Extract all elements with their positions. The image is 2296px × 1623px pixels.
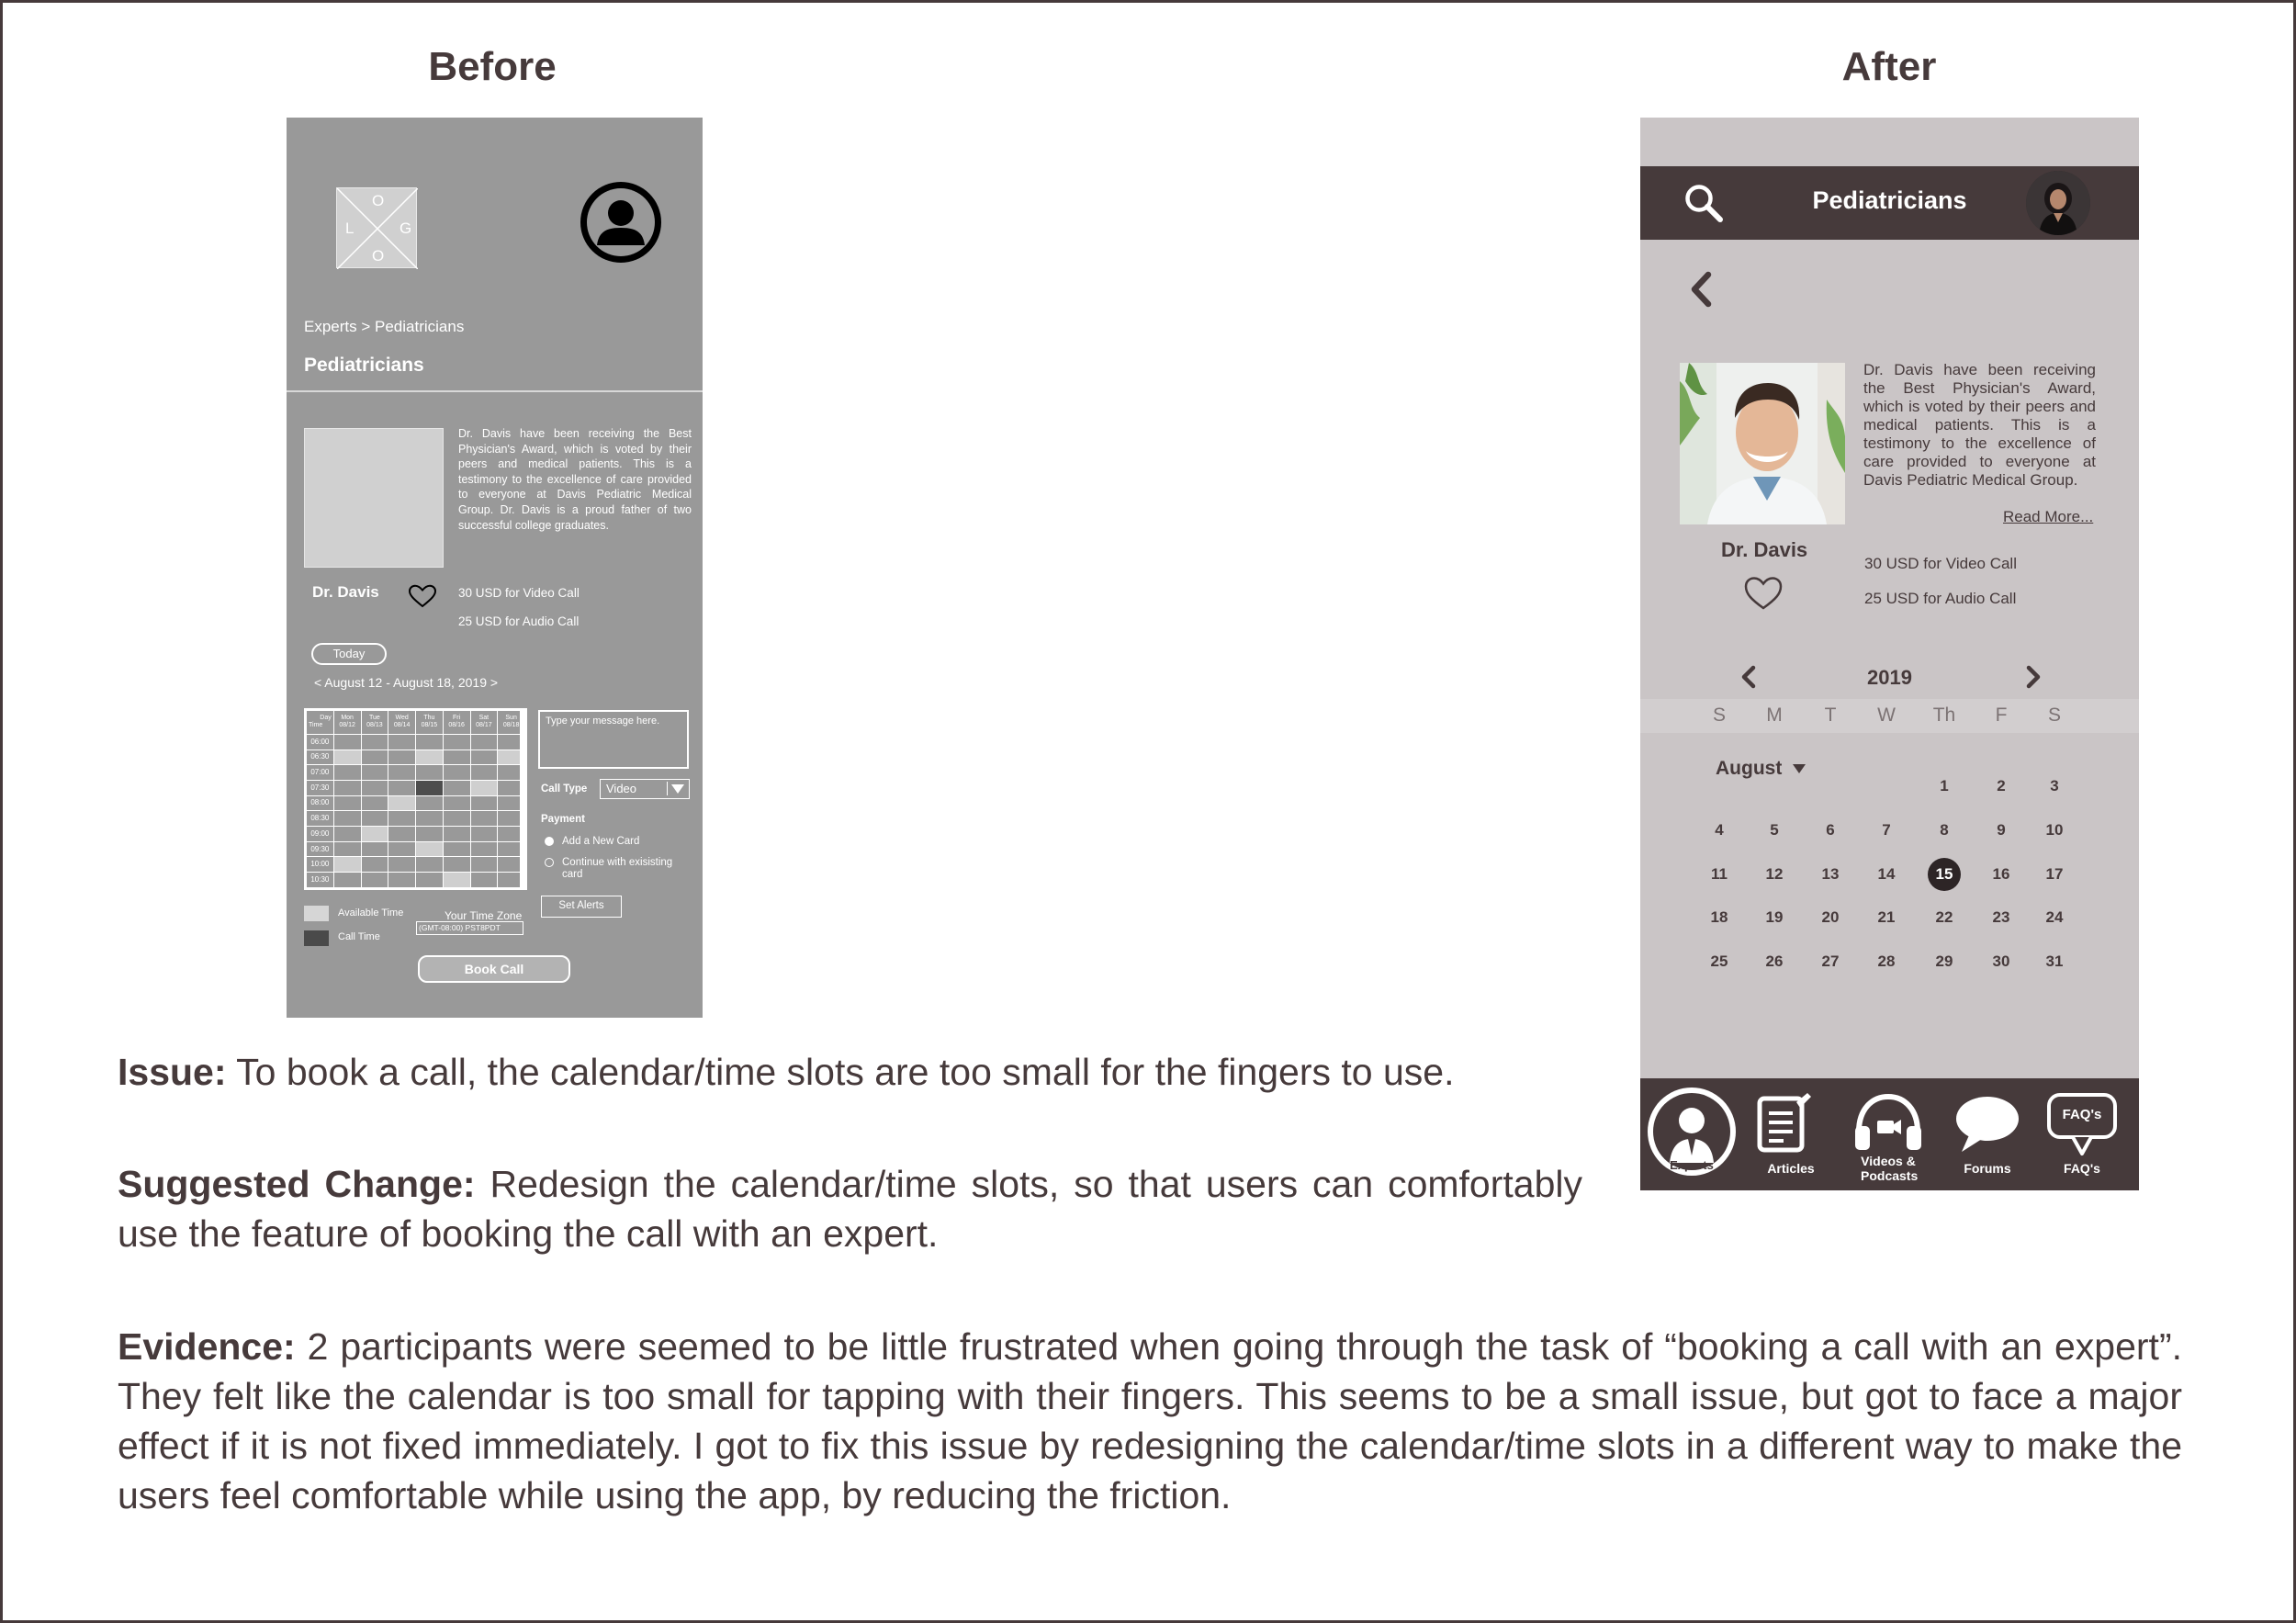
faq-icon bbox=[2045, 1091, 2119, 1164]
suggested-change-text: Redesign the calendar/time slots, so that users can comfortably use the feature of booking the call with an expert. bbox=[118, 1163, 1582, 1255]
calendar-day[interactable]: 13 bbox=[1821, 865, 1840, 883]
time-slot[interactable] bbox=[416, 765, 444, 781]
grid-day-header: Mon 08/12 bbox=[333, 711, 361, 735]
doctor-photo bbox=[1680, 363, 1845, 524]
evidence-paragraph bbox=[118, 1322, 2182, 1520]
calendar-day[interactable]: 16 bbox=[1992, 865, 2010, 883]
calendar-day[interactable]: 10 bbox=[2045, 821, 2064, 839]
calendar-day[interactable]: 18 bbox=[1710, 908, 1728, 926]
headphones-icon bbox=[1851, 1091, 1925, 1160]
time-slot[interactable] bbox=[388, 873, 416, 888]
grid-day-header: Sat 08/17 bbox=[470, 711, 498, 735]
payment-option-label: Add a New Card bbox=[562, 836, 640, 847]
grid-time-label: 08:30 bbox=[307, 811, 334, 827]
time-slot[interactable] bbox=[470, 795, 498, 811]
doctor-photo-placeholder bbox=[304, 428, 444, 568]
calendar-day[interactable]: 17 bbox=[2045, 865, 2064, 883]
legend-available-label: Available Time bbox=[338, 907, 404, 919]
doctor-bio: Dr. Davis have been receiving the Best Physician's Award, which is voted by their peers and medical patients. This is a testimony to the excellence of care provided to everyone at Davis Pediatric Medical Group. bbox=[1863, 361, 2096, 489]
calendar-day[interactable]: 2 bbox=[1997, 777, 2006, 795]
weekday-label: S bbox=[2047, 704, 2061, 726]
issue-paragraph bbox=[118, 1047, 1587, 1097]
time-slot[interactable] bbox=[416, 734, 444, 750]
radio-existing-card[interactable] bbox=[545, 858, 554, 867]
weekday-label: Th bbox=[1932, 704, 1956, 726]
call-type-value: Video bbox=[606, 782, 637, 795]
message-input[interactable]: Type your message here. bbox=[538, 710, 689, 769]
time-slot[interactable] bbox=[361, 811, 388, 827]
time-slot[interactable] bbox=[388, 827, 416, 842]
doctor-name: Dr. Davis bbox=[312, 583, 379, 601]
logo-letter: O bbox=[372, 247, 385, 265]
nav-label: Forums bbox=[1964, 1161, 2011, 1176]
weekday-header bbox=[1640, 699, 2139, 733]
dropdown-arrow-icon bbox=[667, 782, 687, 795]
calendar-day[interactable]: 1 bbox=[1940, 777, 1949, 795]
timezone-label: Your Time Zone bbox=[445, 909, 523, 922]
weekday-label: T bbox=[1824, 704, 1837, 726]
calendar-day[interactable]: 12 bbox=[1765, 865, 1784, 883]
call-type-select[interactable] bbox=[600, 779, 690, 799]
month-selector[interactable] bbox=[1716, 758, 1807, 780]
time-slot[interactable] bbox=[443, 765, 470, 781]
time-slot[interactable] bbox=[388, 841, 416, 857]
legend-available-swatch bbox=[304, 906, 329, 921]
after-mockup bbox=[1640, 118, 2139, 1190]
grid-time-label: 09:00 bbox=[307, 827, 334, 842]
weekday-label: F bbox=[1995, 704, 2008, 726]
profile-avatar-icon[interactable] bbox=[579, 180, 663, 265]
calendar-day[interactable]: 4 bbox=[1715, 821, 1724, 839]
audio-call-price: 25 USD for Audio Call bbox=[1864, 590, 2017, 607]
suggested-change-paragraph bbox=[118, 1159, 1582, 1258]
time-slot[interactable] bbox=[388, 811, 416, 827]
logo-letter: L bbox=[345, 220, 355, 237]
evidence-text: 2 participants were seemed to be little frustrated when going through the task of “booking a call with an expert”. They felt like the calendar is too small for tapping with their fingers. This seems to be a small issue, but got to face a major effect if it is not fixed immediately. I got to fix this issue by redesigning the calendar/time slots in a different way to make the users feel comfortable while using the app, by reducing the friction. bbox=[118, 1325, 2182, 1516]
grid-time-label: 06:00 bbox=[307, 734, 334, 750]
calendar-day[interactable]: 20 bbox=[1821, 908, 1840, 926]
time-slot[interactable] bbox=[416, 750, 444, 765]
user-avatar[interactable] bbox=[2026, 171, 2090, 235]
nav-item-articles[interactable] bbox=[1747, 1078, 1835, 1190]
nav-item-forums[interactable] bbox=[1943, 1078, 2032, 1190]
time-slot[interactable] bbox=[361, 857, 388, 873]
calendar-day[interactable]: 8 bbox=[1940, 821, 1949, 839]
time-slot[interactable] bbox=[470, 857, 498, 873]
grid-day-header: Fri 08/16 bbox=[443, 711, 470, 735]
time-slot[interactable] bbox=[361, 827, 388, 842]
time-slot[interactable] bbox=[416, 795, 444, 811]
issue-text: To book a call, the calendar/time slots are too small for the fingers to use. bbox=[226, 1051, 1455, 1093]
grid-day-header: Thu 08/15 bbox=[416, 711, 444, 735]
time-slot[interactable] bbox=[416, 857, 444, 873]
issue-label: Issue: bbox=[118, 1051, 227, 1093]
grid-corner: Day Time bbox=[307, 711, 334, 735]
time-slot[interactable] bbox=[443, 857, 470, 873]
time-slot[interactable] bbox=[470, 765, 498, 781]
month-label: August bbox=[1716, 758, 1783, 779]
time-slot[interactable] bbox=[333, 857, 361, 873]
calendar-day[interactable]: 19 bbox=[1765, 908, 1784, 926]
time-slot[interactable] bbox=[388, 795, 416, 811]
time-slot[interactable] bbox=[333, 765, 361, 781]
calendar-day[interactable]: 6 bbox=[1826, 821, 1835, 839]
time-slot-grid bbox=[304, 708, 527, 890]
suggested-change-label: Suggested Change: bbox=[118, 1163, 476, 1205]
today-button[interactable]: Today bbox=[311, 643, 387, 665]
call-type-label: Call Type bbox=[541, 783, 588, 795]
calendar-day[interactable]: 9 bbox=[1997, 821, 2006, 839]
grid-day-header: Tue 08/13 bbox=[361, 711, 388, 735]
calendar-day[interactable]: 29 bbox=[1935, 952, 1953, 970]
after-heading: After bbox=[1841, 44, 1937, 89]
calendar-day[interactable]: 25 bbox=[1710, 952, 1728, 970]
calendar-day[interactable]: 30 bbox=[1992, 952, 2010, 970]
time-slot[interactable] bbox=[361, 734, 388, 750]
grid-time-label: 06:30 bbox=[307, 750, 334, 765]
time-slot[interactable] bbox=[416, 827, 444, 842]
forums-icon bbox=[1951, 1091, 2024, 1160]
time-slot[interactable] bbox=[388, 765, 416, 781]
calendar-day[interactable]: 14 bbox=[1877, 865, 1896, 883]
payment-label: Payment bbox=[541, 814, 585, 825]
calendar-day[interactable]: 23 bbox=[1992, 908, 2010, 926]
time-slot[interactable] bbox=[443, 780, 470, 795]
calendar-year: 2019 bbox=[1867, 666, 1912, 689]
time-slot[interactable] bbox=[388, 750, 416, 765]
time-slot[interactable] bbox=[361, 780, 388, 795]
time-slot[interactable] bbox=[388, 857, 416, 873]
grid-day-header: Wed 08/14 bbox=[388, 711, 416, 735]
before-heading: Before bbox=[428, 44, 557, 89]
grid-time-label: 07:30 bbox=[307, 780, 334, 795]
calendar-day[interactable]: 28 bbox=[1877, 952, 1896, 970]
set-alerts-button[interactable]: Set Alerts bbox=[541, 896, 622, 918]
favorite-heart-icon[interactable] bbox=[408, 584, 437, 608]
nav-item-experts[interactable] bbox=[1641, 1078, 1742, 1190]
payment-option-label: Continue with exisisting card bbox=[562, 857, 673, 880]
page-title: Pediatricians bbox=[304, 355, 424, 376]
time-slot[interactable] bbox=[470, 873, 498, 888]
time-slot[interactable] bbox=[388, 780, 416, 795]
time-slot[interactable] bbox=[333, 811, 361, 827]
time-slot[interactable] bbox=[443, 750, 470, 765]
time-slot[interactable] bbox=[470, 827, 498, 842]
faq-badge-text: FAQ's bbox=[2062, 1107, 2102, 1122]
calendar-day[interactable]: 11 bbox=[1711, 865, 1728, 883]
time-slot[interactable] bbox=[443, 873, 470, 888]
logo-letter: G bbox=[400, 220, 412, 237]
time-slot[interactable] bbox=[470, 780, 498, 795]
legend-call-label: Call Time bbox=[338, 931, 380, 942]
time-slot[interactable] bbox=[361, 841, 388, 857]
time-slot[interactable] bbox=[361, 750, 388, 765]
timezone-select[interactable]: (GMT-08:00) PST8PDT bbox=[416, 921, 523, 935]
calendar-day[interactable]: 31 bbox=[2045, 952, 2064, 970]
calendar-day[interactable]: 5 bbox=[1770, 821, 1779, 839]
nav-label: Videos & Podcasts bbox=[1861, 1154, 1919, 1183]
time-slot[interactable] bbox=[361, 795, 388, 811]
logo-letter: O bbox=[372, 192, 385, 209]
grid-time-label: 07:00 bbox=[307, 765, 334, 781]
calendar-day[interactable]: 3 bbox=[2050, 777, 2059, 795]
audio-call-price: 25 USD for Audio Call bbox=[458, 614, 580, 628]
articles-icon bbox=[1754, 1091, 1813, 1160]
logo-placeholder bbox=[336, 187, 417, 268]
search-icon[interactable] bbox=[1683, 182, 1725, 224]
back-chevron-icon[interactable] bbox=[1686, 269, 1717, 310]
grid-time-label: 10:00 bbox=[307, 857, 334, 873]
weekday-label: S bbox=[1712, 704, 1726, 726]
time-slot[interactable] bbox=[416, 811, 444, 827]
time-slot[interactable] bbox=[333, 827, 361, 842]
weekday-label: M bbox=[1766, 704, 1783, 726]
nav-item-videos-podcasts[interactable] bbox=[1844, 1078, 1932, 1190]
weekday-label: W bbox=[1877, 704, 1896, 726]
time-slot[interactable] bbox=[443, 811, 470, 827]
time-slot[interactable] bbox=[443, 795, 470, 811]
time-slot[interactable] bbox=[333, 750, 361, 765]
calendar-day[interactable]: 22 bbox=[1935, 908, 1953, 926]
time-slot[interactable] bbox=[443, 734, 470, 750]
grid-time-label: 09:30 bbox=[307, 841, 334, 857]
time-slot[interactable] bbox=[416, 780, 444, 795]
calendar-day[interactable]: 24 bbox=[2045, 908, 2064, 926]
before-wireframe bbox=[287, 118, 703, 1018]
time-slot[interactable] bbox=[333, 873, 361, 888]
time-slot[interactable] bbox=[416, 841, 444, 857]
time-slot[interactable] bbox=[470, 734, 498, 750]
time-slot[interactable] bbox=[333, 795, 361, 811]
video-call-price: 30 USD for Video Call bbox=[1864, 555, 2017, 572]
grid-day-header: Sun 08/18 bbox=[498, 711, 525, 735]
week-range-nav[interactable]: < August 12 - August 18, 2019 > bbox=[314, 675, 499, 690]
page-title: Pediatricians bbox=[1812, 186, 1967, 214]
doctor-bio: Dr. Davis have been receiving the Best Physician's Award, which is voted by their peers and medical patients. This is a testimony to the excellence of care provided to everyone at Davis Pediatric Medical Group. Dr. Davis is a proud father of two successful college graduates. bbox=[458, 427, 692, 532]
time-slot[interactable] bbox=[333, 734, 361, 750]
time-slot[interactable] bbox=[333, 841, 361, 857]
divider bbox=[287, 390, 703, 392]
nav-item-faq-s[interactable] bbox=[2038, 1078, 2126, 1190]
time-slot[interactable] bbox=[470, 750, 498, 765]
grid-time-label: 08:00 bbox=[307, 795, 334, 811]
calendar-day[interactable]: 26 bbox=[1765, 952, 1784, 970]
favorite-heart-icon[interactable] bbox=[1743, 575, 1784, 612]
dropdown-arrow-icon bbox=[1791, 762, 1807, 775]
time-slot[interactable] bbox=[470, 811, 498, 827]
nav-label: FAQ's bbox=[2064, 1161, 2100, 1176]
grid-time-label: 10:30 bbox=[307, 873, 334, 888]
grid-scrollbar[interactable] bbox=[520, 708, 525, 890]
time-slot[interactable] bbox=[361, 765, 388, 781]
nav-label: Articles bbox=[1767, 1161, 1815, 1176]
calendar-day[interactable]: 7 bbox=[1882, 821, 1891, 839]
calendar-day[interactable]: 21 bbox=[1877, 908, 1896, 926]
time-slot[interactable] bbox=[416, 873, 444, 888]
time-slot[interactable] bbox=[470, 841, 498, 857]
book-call-button[interactable]: Book Call bbox=[418, 955, 570, 983]
calendar-day-selected[interactable]: 15 bbox=[1928, 858, 1961, 891]
time-slot[interactable] bbox=[443, 841, 470, 857]
doctor-name: Dr. Davis bbox=[1721, 538, 1808, 561]
read-more-link[interactable]: Read More... bbox=[2003, 508, 2094, 525]
video-call-price: 30 USD for Video Call bbox=[458, 586, 580, 600]
time-slot[interactable] bbox=[388, 734, 416, 750]
radio-add-card[interactable] bbox=[545, 837, 554, 846]
legend-call-swatch bbox=[304, 930, 329, 946]
bottom-nav-bar bbox=[1640, 1078, 2139, 1190]
nav-label: Experts bbox=[1670, 1158, 1714, 1172]
next-year-chevron-icon[interactable] bbox=[2023, 664, 2043, 690]
time-slot[interactable] bbox=[443, 827, 470, 842]
breadcrumb[interactable]: Experts > Pediatricians bbox=[304, 318, 465, 335]
calendar-day[interactable]: 27 bbox=[1821, 952, 1840, 970]
evidence-label: Evidence: bbox=[118, 1325, 296, 1368]
time-slot[interactable] bbox=[361, 873, 388, 888]
time-slot[interactable] bbox=[333, 780, 361, 795]
